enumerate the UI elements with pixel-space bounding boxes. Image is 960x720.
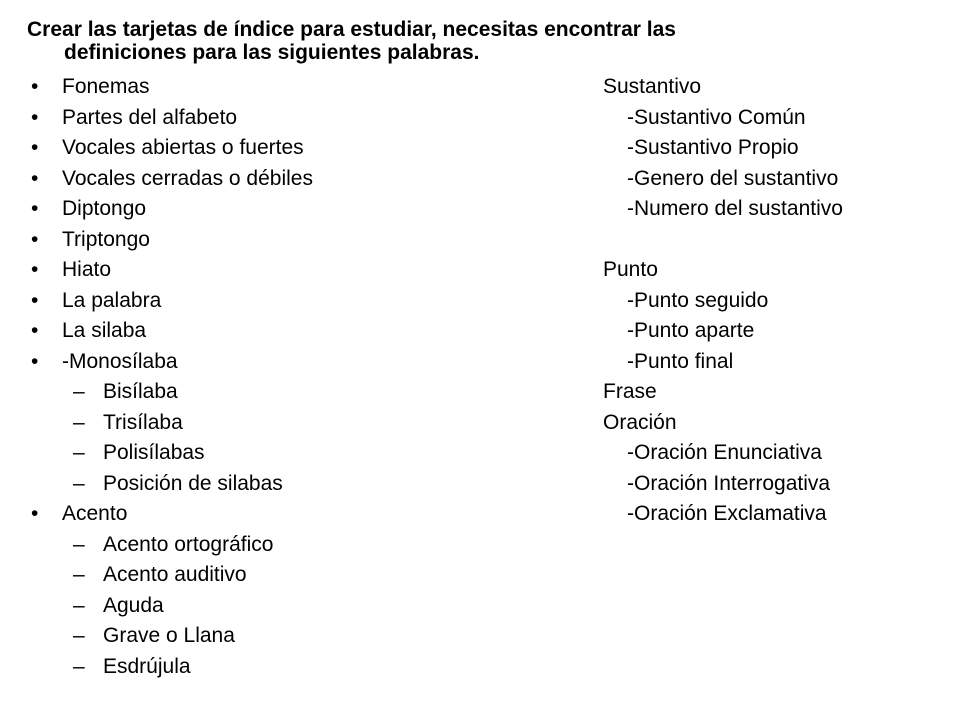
list-item-text: Sustantivo	[603, 75, 702, 98]
bullet-marker: •	[31, 258, 39, 281]
bullet-marker: •	[31, 197, 39, 220]
list-item-text: Aguda	[103, 593, 164, 617]
list-item	[603, 225, 943, 256]
list-item-text: -Numero del sustantivo	[627, 197, 843, 220]
list-item	[31, 316, 591, 347]
list-item-text: -Oración Exclamativa	[627, 502, 827, 525]
list-item-text: Triptongo	[62, 227, 150, 251]
list-item	[603, 469, 943, 500]
list-item-text: -Punto final	[627, 349, 734, 373]
list-item	[31, 72, 591, 103]
bullet-marker: •	[31, 502, 39, 525]
bullet-marker: •	[31, 166, 39, 190]
list-item-text: Frase	[603, 380, 657, 403]
list-item-text: Hiato	[62, 258, 112, 281]
dash-marker: –	[73, 471, 85, 495]
dash-marker: –	[73, 410, 85, 434]
list-item-text: -Punto seguido	[627, 288, 769, 312]
list-item	[603, 316, 943, 347]
list-item-text: Posición de silabas	[103, 471, 283, 495]
right-word-list	[603, 72, 943, 530]
list-item	[31, 164, 591, 195]
list-item-text: -Punto aparte	[627, 319, 755, 342]
list-item	[31, 255, 591, 286]
list-item	[31, 621, 591, 652]
dash-marker: –	[73, 624, 85, 647]
list-item-text: Vocales abiertas o fuertes	[62, 136, 304, 159]
list-item	[603, 103, 943, 134]
dash-marker: –	[73, 593, 85, 617]
list-item	[31, 225, 591, 256]
list-item	[31, 469, 591, 500]
list-item-text: -Sustantivo Común	[627, 105, 806, 129]
list-item-text: Diptongo	[62, 197, 147, 220]
list-item	[31, 103, 591, 134]
dash-marker: –	[73, 563, 85, 586]
list-item	[31, 377, 591, 408]
list-item-text: Bisílaba	[103, 380, 178, 403]
list-item	[31, 133, 591, 164]
list-item-text: Trisílaba	[103, 410, 183, 434]
bullet-marker: •	[31, 227, 39, 251]
list-item	[31, 591, 591, 622]
list-item-text: -Sustantivo Propio	[627, 136, 799, 159]
dash-marker: –	[73, 654, 85, 678]
list-item	[31, 499, 591, 530]
list-item	[603, 72, 943, 103]
title-line-1: Crear las tarjetas de índice para estudiar, necesitas encontrar las	[27, 18, 676, 41]
list-item	[603, 194, 943, 225]
list-item	[603, 286, 943, 317]
bullet-marker: •	[31, 319, 39, 342]
list-item-text: Fonemas	[62, 75, 150, 98]
list-item	[603, 408, 943, 439]
list-item	[603, 164, 943, 195]
list-item	[31, 652, 591, 683]
left-word-list	[31, 72, 591, 682]
list-item	[603, 499, 943, 530]
bullet-marker: •	[31, 288, 39, 312]
list-item	[603, 377, 943, 408]
list-item	[31, 194, 591, 225]
list-item-text: -Monosílaba	[62, 349, 178, 373]
page-title	[27, 18, 927, 64]
list-item-text: Punto	[603, 258, 658, 281]
list-item-text: Oración	[603, 410, 677, 434]
list-item-text: Acento	[62, 502, 128, 525]
list-item	[603, 255, 943, 286]
list-item	[603, 347, 943, 378]
bullet-marker: •	[31, 136, 39, 159]
list-item-text: Polisílabas	[103, 441, 205, 464]
list-item-text: Partes del alfabeto	[62, 105, 238, 129]
list-item	[31, 408, 591, 439]
list-item	[603, 438, 943, 469]
list-item-text: Esdrújula	[103, 654, 191, 678]
list-item	[603, 133, 943, 164]
list-item	[31, 347, 591, 378]
title-line-2: definiciones para las siguientes palabras.	[64, 41, 480, 64]
bullet-marker: •	[31, 349, 39, 373]
dash-marker: –	[73, 532, 85, 556]
bullet-marker: •	[31, 75, 39, 98]
list-item-text: Vocales cerradas o débiles	[62, 166, 313, 190]
list-item-text: La silaba	[62, 319, 147, 342]
list-item	[31, 438, 591, 469]
list-item-text: Acento ortográfico	[103, 532, 274, 556]
dash-marker: –	[73, 441, 85, 464]
dash-marker: –	[73, 380, 85, 403]
list-item-text: -Oración Enunciativa	[627, 441, 822, 464]
list-item-text: -Oración Interrogativa	[627, 471, 831, 495]
list-item-text: -Genero del sustantivo	[627, 166, 839, 190]
list-item-text: La palabra	[62, 288, 162, 312]
list-item	[31, 560, 591, 591]
list-item-text: Acento auditivo	[103, 563, 247, 586]
list-item-text: Grave o Llana	[103, 624, 235, 647]
list-item	[31, 286, 591, 317]
list-item	[31, 530, 591, 561]
bullet-marker: •	[31, 105, 39, 129]
